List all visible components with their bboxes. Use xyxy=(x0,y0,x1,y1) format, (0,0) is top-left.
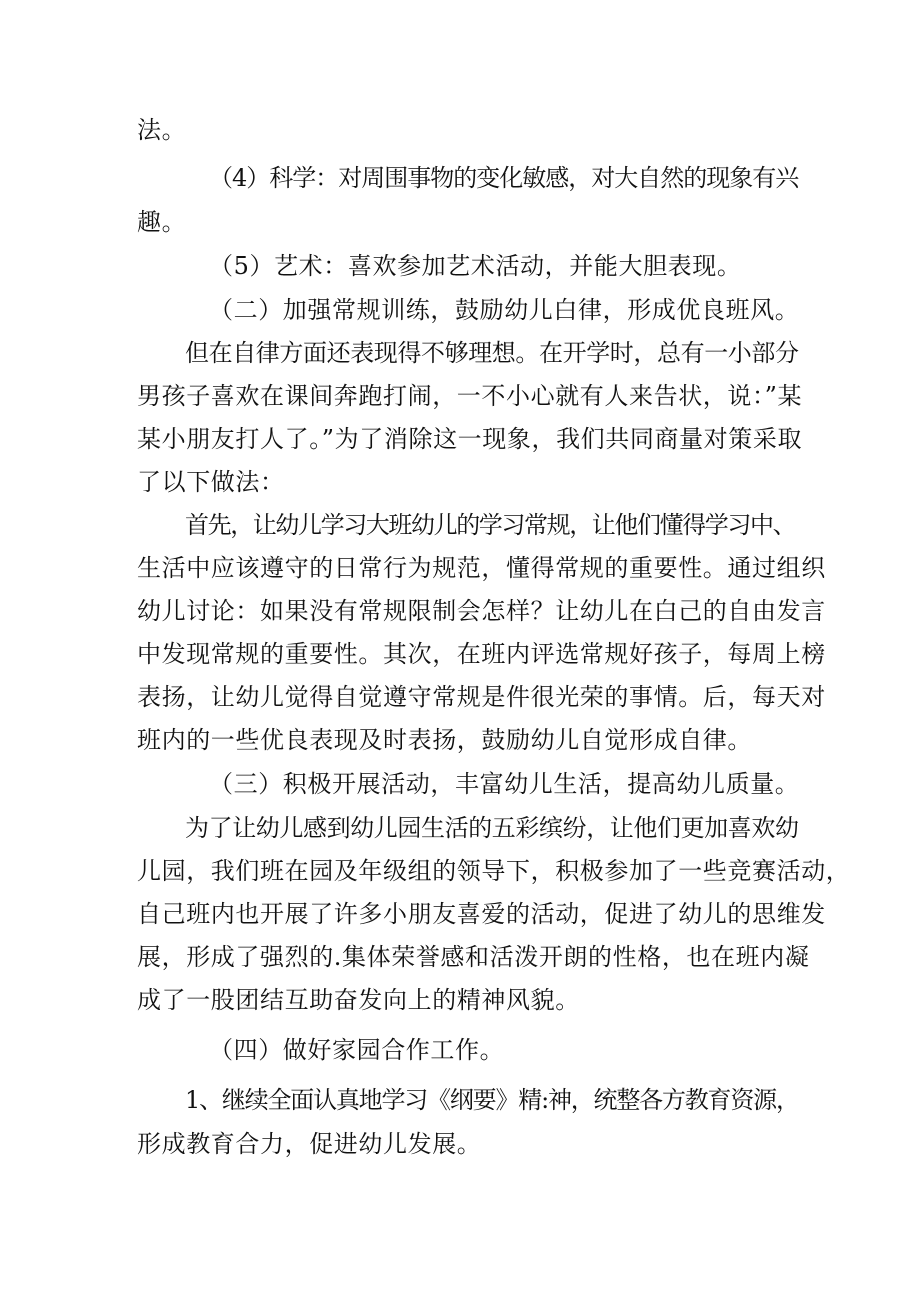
section-heading: （四）做好家园合作工作。 xyxy=(209,1036,505,1064)
section-heading: （三）积极开展活动，丰富幼儿生活，提高幼儿质量。 xyxy=(209,770,800,798)
text-line: 幼儿讨论：如果没有常规限制会怎样？让幼儿在白己的自由发言 xyxy=(137,597,826,625)
text-line: 自己班内也开展了许多小朋友喜爱的活动，促进了幼儿的思维发 xyxy=(137,900,826,928)
text-line: 了以下做法： xyxy=(137,468,285,496)
text-line: 但在自律方面还表现得不够理想。在开学时，总有一小部分 xyxy=(185,339,799,367)
text-line: 中发现常规的重要性。其次，在班内评选常规好孩子，每周上榜 xyxy=(137,640,826,668)
text-line: 首先，让幼儿学习大班幼儿的学习常规，让他们懂得学习中、 xyxy=(185,511,796,539)
text-line: 趣。 xyxy=(137,208,187,236)
section-heading: （二）加强常规训练，鼓励幼儿白律，形成优良班风。 xyxy=(209,296,800,324)
text-line: 法。 xyxy=(137,116,187,144)
text-line: 某小朋友打人了。”为了消除这一现象，我们共同商量对策采取 xyxy=(137,425,803,453)
text-line: （5）艺术：喜欢参加艺术活动，并能大胆表现。 xyxy=(209,252,742,280)
text-line: 为了让幼儿感到幼儿园生活的五彩缤纷，让他们更加喜欢幼 xyxy=(185,814,799,842)
text-line: 班内的一些优良表现及时表扬，鼓励幼儿自觉形成自律。 xyxy=(137,726,752,754)
text-line: 展，形成了强烈的.集体荣誉感和活泼开朗的性格，也在班内凝 xyxy=(137,943,810,971)
text-line: 儿园，我们班在园及年级组的领导下，积极参加了一些竞赛活动， xyxy=(137,857,851,885)
text-line: （4）科学：对周围事物的变化敏感，对大自然的现象有兴 xyxy=(209,164,799,192)
text-line: 形成教育合力，促进幼儿发展。 xyxy=(137,1130,482,1158)
text-line: 男孩子喜欢在课间奔跑打闹，一不小心就有人来告状，说：”某 xyxy=(137,382,803,410)
text-line: 1、继续全面认真地学习《纲要》精:神，统整各方教育资源， xyxy=(185,1086,799,1114)
text-line: 成了一股团结互助奋发向上的精神风貌。 xyxy=(137,986,580,1014)
text-line: 生活中应该遵守的日常行为规范，懂得常规的重要性。通过组织 xyxy=(137,554,826,582)
text-line: 表扬，让幼儿觉得自觉遵守常规是件很光荣的事情。后，每天对 xyxy=(137,683,826,711)
